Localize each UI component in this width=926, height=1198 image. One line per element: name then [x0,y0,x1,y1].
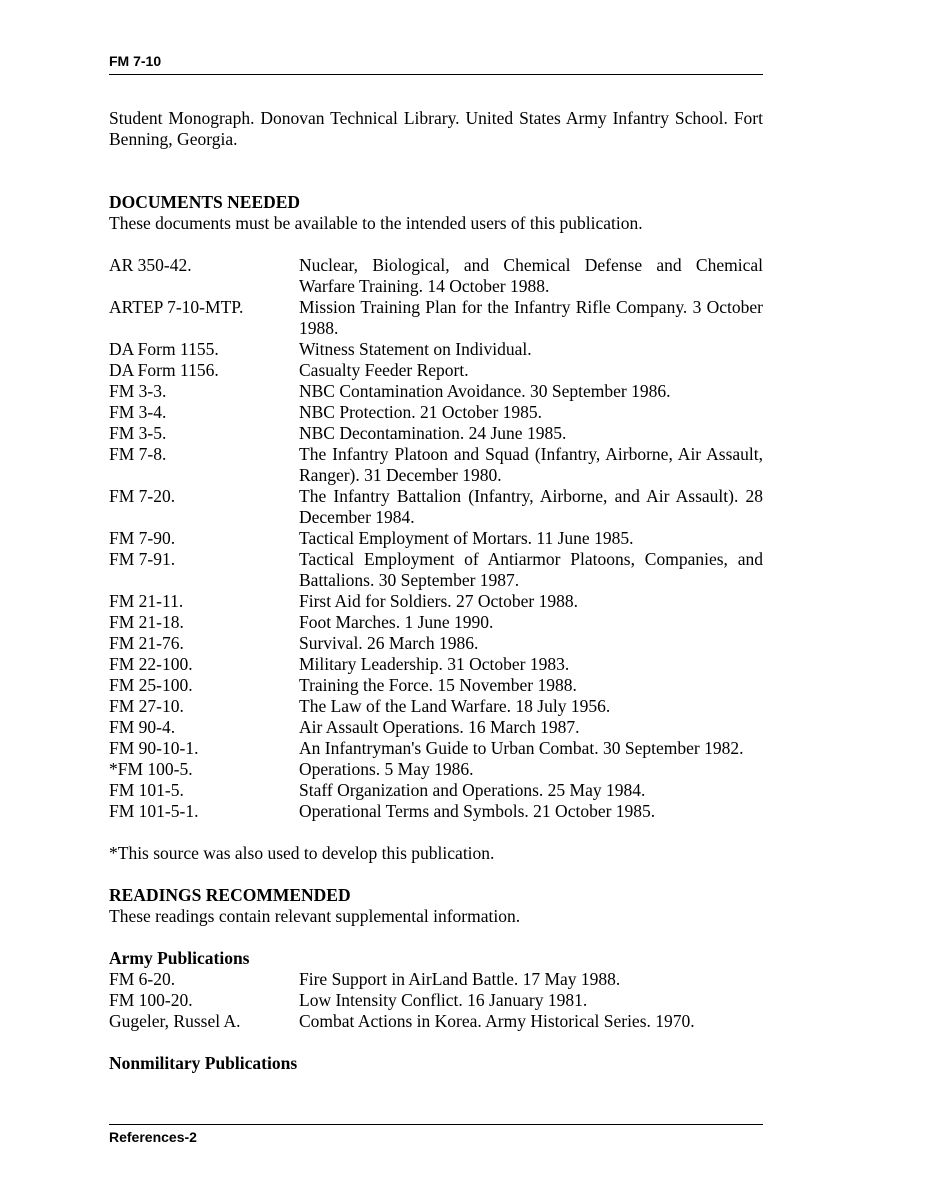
reference-description: The Infantry Platoon and Squad (Infantry, Airborne, Air Assault, Ranger). 31 December 1980. [299,444,763,485]
reference-id: FM 25-100. [109,675,193,695]
source-note: *This source was also used to develop this publication. [109,843,495,863]
reference-id: FM 3-3. [109,381,167,401]
header-rule [109,74,763,75]
page-content [109,108,763,1074]
reference-id: FM 101-5. [109,780,184,800]
reference-description: Foot Marches. 1 June 1990. [299,612,494,632]
reference-id: FM 3-4. [109,402,167,422]
army-publications-list [109,969,763,1032]
reference-description: Tactical Employment of Mortars. 11 June 1985. [299,528,634,548]
reference-row [109,738,763,759]
documents-needed-list [109,255,763,822]
reference-id: *FM 100-5. [109,759,193,779]
reference-row [109,696,763,717]
reference-id: DA Form 1156. [109,360,219,380]
readings-recommended-heading: READINGS RECOMMENDED [109,885,351,905]
reference-description: Staff Organization and Operations. 25 May 1984. [299,780,646,800]
reference-id: FM 7-20. [109,486,176,506]
reference-description: Operational Terms and Symbols. 21 October 1985. [299,801,656,821]
reference-row [109,969,763,990]
reference-id: FM 90-10-1. [109,738,199,758]
reference-id: FM 21-11. [109,591,184,611]
reference-row [109,591,763,612]
reference-row [109,486,763,528]
page-footer: References-2 [109,1129,197,1145]
readings-recommended-description: These readings contain relevant supplemental information. [109,906,521,926]
documents-needed-heading: DOCUMENTS NEEDED [109,192,301,212]
reference-id: FM 7-8. [109,444,167,464]
footer-rule [109,1124,763,1125]
reference-description: An Infantryman's Guide to Urban Combat. 30 September 1982. [299,738,744,758]
reference-description: Military Leadership. 31 October 1983. [299,654,570,674]
reference-description: First Aid for Soldiers. 27 October 1988. [299,591,579,611]
reference-row [109,339,763,360]
reference-id: FM 101-5-1. [109,801,199,821]
reference-id: FM 27-10. [109,696,184,716]
reference-id: ARTEP 7-10-MTP. [109,297,244,317]
reference-description: Low Intensity Conflict. 16 January 1981. [299,990,588,1010]
reference-id: Gugeler, Russel A. [109,1011,241,1031]
reference-description: Tactical Employment of Antiarmor Platoons, Companies, and Battalions. 30 September 1987. [299,549,763,590]
reference-row [109,633,763,654]
reference-description: Training the Force. 15 November 1988. [299,675,577,695]
reference-description: Survival. 26 March 1986. [299,633,479,653]
reference-row [109,297,763,339]
running-header: FM 7-10 [109,53,162,69]
reference-id: FM 100-20. [109,990,193,1010]
reference-row [109,528,763,549]
reference-row [109,759,763,780]
reference-row [109,675,763,696]
reference-row [109,780,763,801]
reference-row [109,444,763,486]
reference-description: NBC Decontamination. 24 June 1985. [299,423,567,443]
reference-row [109,990,763,1011]
reference-description: Nuclear, Biological, and Chemical Defense and Chemical Warfare Training. 14 October 1988. [299,255,763,296]
reference-row [109,255,763,297]
reference-row [109,549,763,591]
reference-description: Mission Training Plan for the Infantry Rifle Company. 3 October 1988. [299,297,763,338]
reference-row [109,381,763,402]
reference-id: FM 7-91. [109,549,176,569]
reference-description: Combat Actions in Korea. Army Historical Series. 1970. [299,1011,695,1031]
reference-description: NBC Protection. 21 October 1985. [299,402,543,422]
reference-description: Operations. 5 May 1986. [299,759,474,779]
reference-row [109,360,763,381]
reference-id: FM 7-90. [109,528,176,548]
reference-description: The Law of the Land Warfare. 18 July 1956. [299,696,611,716]
reference-description: NBC Contamination Avoidance. 30 September 1986. [299,381,671,401]
nonmilitary-publications-heading: Nonmilitary Publications [109,1053,298,1073]
reference-row [109,654,763,675]
reference-description: The Infantry Battalion (Infantry, Airborne, and Air Assault). 28 December 1984. [299,486,763,527]
reference-description: Air Assault Operations. 16 March 1987. [299,717,580,737]
reference-id: DA Form 1155. [109,339,219,359]
reference-description: Fire Support in AirLand Battle. 17 May 1988. [299,969,621,989]
reference-id: FM 6-20. [109,969,176,989]
reference-id: FM 21-18. [109,612,184,632]
reference-row [109,717,763,738]
reference-id: FM 90-4. [109,717,176,737]
reference-row [109,612,763,633]
reference-id: FM 22-100. [109,654,193,674]
reference-row [109,423,763,444]
reference-id: FM 21-76. [109,633,184,653]
reference-id: AR 350-42. [109,255,192,275]
army-publications-heading: Army Publications [109,948,250,968]
reference-row [109,801,763,822]
reference-description: Witness Statement on Individual. [299,339,532,359]
reference-id: FM 3-5. [109,423,167,443]
documents-needed-description: These documents must be available to the intended users of this publication. [109,213,643,233]
intro-paragraph: Student Monograph. Donovan Technical Library. United States Army Infantry School. Fort Benning, Georgia. [109,108,763,149]
reference-row [109,1011,763,1032]
reference-description: Casualty Feeder Report. [299,360,469,380]
reference-row [109,402,763,423]
